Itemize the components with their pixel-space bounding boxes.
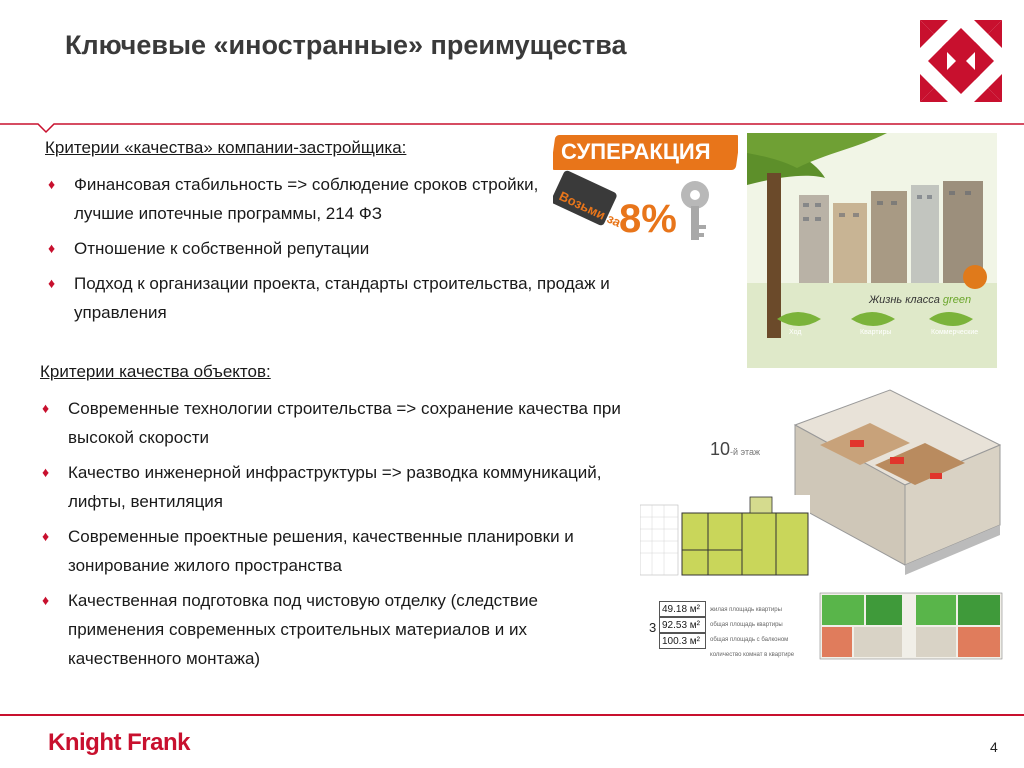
promo-banner-text: СУПЕРАКЦИЯ (561, 139, 711, 164)
rooms-count: 3 (649, 620, 657, 635)
floor-label: 10-й этаж (710, 439, 760, 459)
diamond-bullet-icon: ♦ (48, 176, 56, 192)
promo-keys-icon (553, 170, 738, 246)
residential-complex-image (747, 133, 997, 368)
list-item: ♦ Качественная подготовка под чистовую отделку (следствие применения современных строительных материалов и их качественного монтажа) (38, 586, 628, 673)
living-area: 49.18 м² (659, 601, 706, 617)
promo-note: Возьми за (556, 188, 624, 230)
estate-slogan: Жизнь класса green (869, 294, 972, 306)
list-item: ♦ Финансовая стабильность => соблюдение сроков стройки, лучшие ипотечные программы, 214 ФЗ (44, 170, 544, 228)
diamond-bullet-icon: ♦ (42, 528, 50, 544)
apartment-area-table (640, 598, 810, 660)
total-area: 92.53 м² (659, 617, 706, 633)
list-item: ♦ Современные проектные решения, качественные планировки и зонирование жилого пространства (38, 522, 628, 580)
estate-tab-3: Коммерческие (931, 329, 979, 336)
floor-plan-drawing (640, 495, 810, 585)
floor-plan-image (640, 495, 810, 585)
diamond-bullet-icon: ♦ (48, 275, 56, 291)
brand-name: Knight Frank (48, 729, 190, 756)
diamond-bullet-icon: ♦ (42, 400, 50, 416)
area-descriptions: жилая площадь квартиры общая площадь квартиры общая площадь с балконом количество комнат в квартире (710, 607, 795, 658)
area-with-balcony: 100.3 м² (659, 633, 706, 649)
diamond-bullet-icon: ♦ (48, 240, 56, 256)
promo-percent: 8% (619, 197, 677, 241)
estate-tab-1: Ход (789, 329, 802, 336)
object-criteria-list (38, 394, 628, 679)
page-number: 4 (990, 739, 998, 755)
estate-tab-2: Квартиры (860, 329, 892, 336)
list-item: ♦ Современные технологии строительства => сохранение качества при высокой скорости (38, 394, 628, 452)
slide-title: Ключевые «иностранные» преимущества (65, 30, 627, 60)
colored-floor-plan-drawing (816, 583, 1006, 663)
list-item: ♦ Качество инженерной инфраструктуры => разводка коммуникаций, лифты, вентиляция (38, 458, 628, 516)
developer-criteria-heading: Критерии «качества» компании-застройщика: (45, 138, 407, 157)
developer-criteria-list (44, 170, 624, 333)
promo-image (553, 135, 738, 246)
object-criteria-heading: Критерии качества объектов: (40, 362, 271, 381)
list-item: ♦ Подход к организации проекта, стандарты строительства, продаж и управления (44, 269, 624, 327)
diamond-bullet-icon: ♦ (42, 464, 50, 480)
area-values (659, 601, 706, 649)
list-item: ♦ Отношение к собственной репутации (44, 234, 624, 263)
diamond-bullet-icon: ♦ (42, 592, 50, 608)
footer-divider (0, 714, 1024, 716)
colored-floor-plan-image (816, 583, 1006, 663)
brand-logo-icon (920, 20, 1002, 102)
